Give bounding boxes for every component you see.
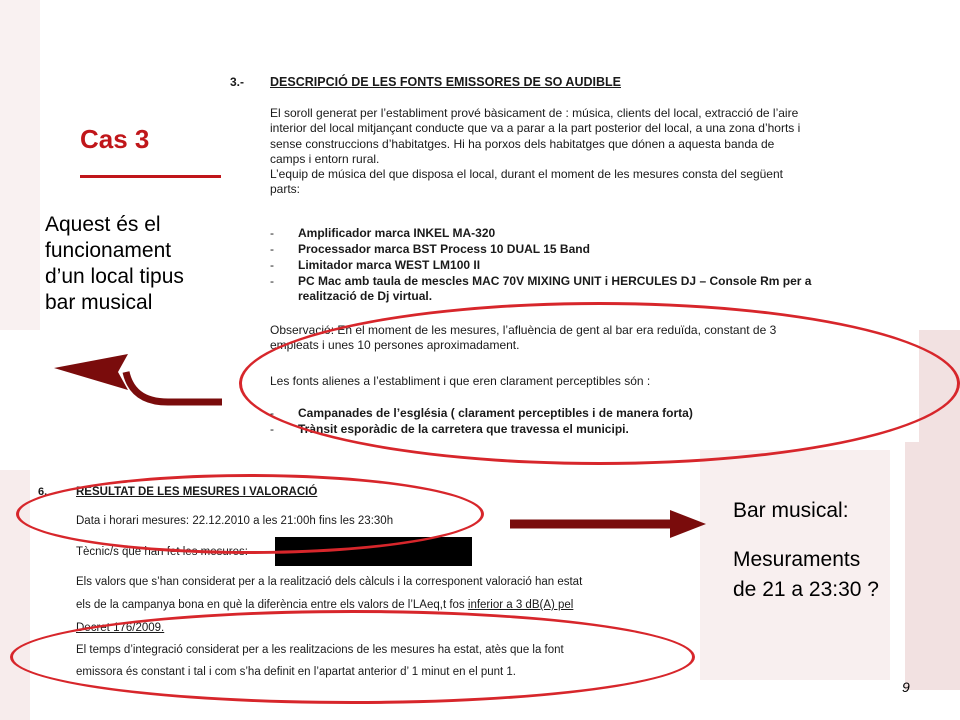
question-line: Mesuraments xyxy=(733,548,861,571)
list-dash: - xyxy=(270,406,274,420)
observation-line: empleats i unes 10 persones aproximadament. xyxy=(270,338,520,353)
question-line: de 21 a 23:30 ? xyxy=(733,578,879,601)
list-dash: - xyxy=(270,258,274,272)
measurement-schedule: Data i horari mesures: 22.12.2010 a les 21:00h fins les 23:30h xyxy=(76,515,394,527)
page-number: 9 xyxy=(902,679,910,695)
list-dash: - xyxy=(270,274,274,288)
integration-line: El temps d’integració considerat per a les realitzacions de les mesures ha estat, atès que la font xyxy=(76,644,564,656)
list-dash: - xyxy=(270,226,274,240)
equipment-line: PC Mac amb taula de mescles MAC 70V MIXING UNIT i HERCULES DJ – Console Rm per a xyxy=(298,274,812,288)
highlight-oval-integration xyxy=(10,610,695,704)
description-line: d’un local tipus xyxy=(45,265,184,288)
slide-description xyxy=(45,212,236,316)
technicians-label: Tècnic/s que han fet les mesures: xyxy=(76,546,248,558)
bar-musical-label: Bar musical: xyxy=(733,499,849,522)
section-title: RESULTAT DE LES MESURES I VALORACIÓ xyxy=(76,486,318,498)
watermark-block-top-left xyxy=(0,0,40,330)
intro-paragraph xyxy=(270,106,915,198)
measurement-question xyxy=(733,545,943,605)
external-source-item: Trànsit esporàdic de la carretera que travessa el municipi. xyxy=(298,422,629,436)
curved-arrow-icon xyxy=(50,350,240,410)
title-underline xyxy=(80,175,221,178)
integration-line: emissora és constant i tal i com s’ha definit en l’apartat anterior d’ 1 minut en el punt 1. xyxy=(76,666,516,678)
highlight-oval-observations xyxy=(239,302,960,465)
threshold-text: inferior a 3 dB(A) pel xyxy=(467,599,574,611)
values-line: Els valors que s’han considerat per a la realització dels càlculs i la corresponent valoració han estat xyxy=(76,576,583,588)
equipment-item: Amplificador marca INKEL MA-320 xyxy=(298,226,496,240)
intro-line: El soroll generat per l’establiment prové bàsicament de : música, clients del local, extracció de l’aire xyxy=(270,106,799,120)
equipment-item: Limitador marca WEST LM100 II xyxy=(298,258,481,272)
intro-line: camps i entorn rural. xyxy=(270,151,380,166)
description-line: Aquest és el xyxy=(45,213,161,236)
intro-line: L’equip de música del que disposa el local, durant el moment de les mesures consta del següent xyxy=(270,167,783,182)
list-dash: - xyxy=(270,422,274,436)
section-title: DESCRIPCIÓ DE LES FONTS EMISSORES DE SO AUDIBLE xyxy=(270,75,621,89)
decree-reference: Decret 176/2009. xyxy=(76,622,165,634)
values-text: els de la campanya bona en què la diferència entre els valors de l’LAeq,t fos xyxy=(76,599,468,611)
intro-line: interior del local mitjançant conducte que va a parar a la part posterior del local, a una zona d’horts i xyxy=(270,121,801,136)
highlight-oval-schedule xyxy=(16,474,484,554)
right-arrow-icon xyxy=(510,508,710,540)
slide-title: Cas 3 xyxy=(80,124,150,154)
section-number: 3.- xyxy=(230,75,245,89)
intro-line: parts: xyxy=(270,182,301,197)
description-line: bar musical xyxy=(45,291,153,314)
description-line: funcionament xyxy=(45,239,172,262)
section-number: 6. xyxy=(38,486,48,498)
observation-line: Observació: En el moment de les mesures, l’afluència de gent al bar era reduïda, constant de 3 xyxy=(270,323,777,337)
external-source-item: Campanades de l’església ( clarament perceptibles i de manera forta) xyxy=(298,406,693,420)
external-sources-intro: Les fonts alienes a l’establiment i que eren clarament perceptibles són : xyxy=(270,374,651,388)
equipment-item: Processador marca BST Process 10 DUAL 15 Band xyxy=(298,242,590,256)
intro-line: sense construccions d’habitatges. Hi ha porxos dels habitatges que dónen a aquesta banda de xyxy=(270,136,775,151)
equipment-item xyxy=(298,274,918,304)
list-dash: - xyxy=(270,242,274,256)
equipment-line: realització de Dj virtual. xyxy=(298,289,433,303)
